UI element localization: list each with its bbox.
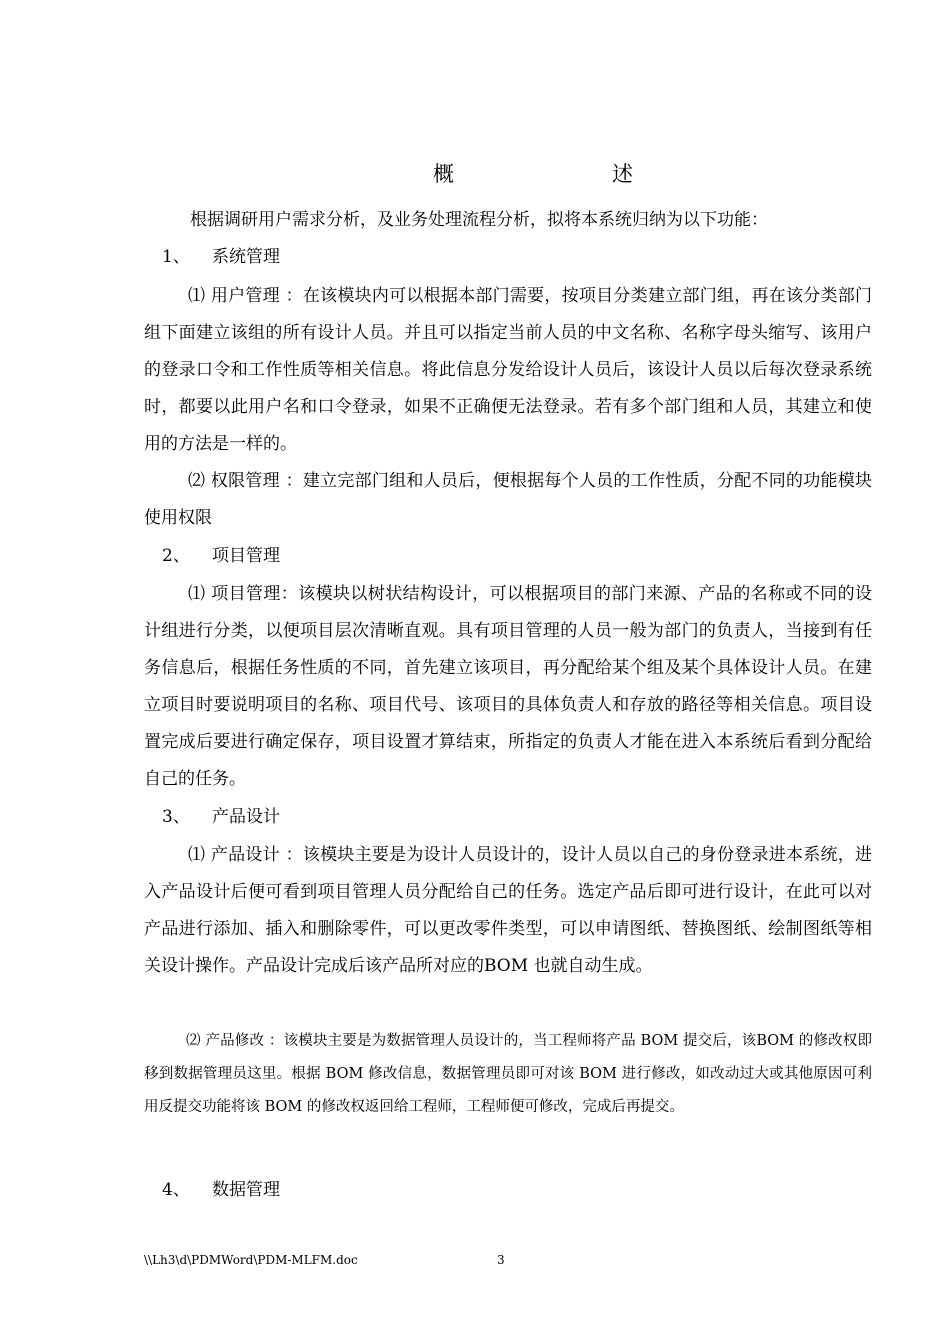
paragraph-permission-management: ⑵ 权限管理 ：建立完部门组和人员后，便根据每个人员的工作性质，分配不同的功能模块使用权限 (144, 471, 872, 528)
section-number: 2、 (162, 546, 190, 566)
section-number: 4、 (162, 1180, 190, 1200)
section-heading-product-design (162, 803, 280, 831)
section-title: 系统管理 (212, 247, 280, 267)
title-char-1: 概 (433, 162, 454, 186)
section-number: 3、 (162, 807, 190, 827)
footer-file-path: \\Lh3\d\PDMWord\PDM-MLFM.doc (144, 1253, 358, 1267)
section-title: 数据管理 (212, 1180, 280, 1200)
section-number: 1、 (162, 247, 190, 267)
paragraph-product-design: ⑴ 产品设计 ：该模块主要是为设计人员设计的，设计人员以自己的身份登录进本系统，进入产品设计后便可看到项目管理人员分配给自己的任务。选定产品后即可进行设计，在此可以对产品进行添加、插入和删除零件，可以更改零件类型，可以申请图纸、替换图纸、绘制图纸等相关设计操作。产品设计完成后该产品所对应的BOM 也就自动生成。 (144, 845, 872, 976)
section-heading-data-management (162, 1176, 280, 1204)
intro-paragraph: 根据调研用户需求分析，及业务处理流程分析，拟将本系统归纳为以下功能： (190, 210, 768, 230)
section-title: 产品设计 (212, 807, 280, 827)
section-heading-system-management (162, 243, 280, 271)
footer-page-number: 3 (497, 1253, 505, 1267)
section-heading-project-management (162, 542, 280, 570)
section-title: 项目管理 (212, 546, 280, 566)
paragraph-product-modification: ⑵ 产品修改 ：该模块主要是为数据管理人员设计的，当工程师将产品 BOM 提交后，该BOM 的修改权即移到数据管理员这里。根据 BOM 修改信息，数据管理员即可对该 BOM 进行修改，如改动过大或其他原因可利用反提交功能将该 BOM 的修改权返回给工程师，工程师便可修改，完成后再提交。 (144, 1033, 872, 1115)
paragraph-user-management: ⑴ 用户管理 ：在该模块内可以根据本部门需要，按项目分类建立部门组，再在该分类部门组下面建立该组的所有设计人员。并且可以指定当前人员的中文名称、名称字母头缩写、该用户的登录口令和工作性质等相关信息。将此信息分发给设计人员后，该设计人员以后每次登录系统时，都要以此用户名和口令登录，如果不正确便无法登录。若有多个部门组和人员，其建立和使用的方法是一样的。 (144, 286, 872, 454)
page-title (0, 158, 950, 190)
paragraph-project-management: ⑴ 项目管理：该模块以树状结构设计，可以根据项目的部门来源、产品的名称或不同的设计组进行分类，以便项目层次清晰直观。具有项目管理的人员一般为部门的负责人，当接到有任务信息后，根据任务性质的不同，首先建立该项目，再分配给某个组及某个具体设计人员。在建立项目时要说明项目的名称、项目代号、该项目的具体负责人和存放的路径等相关信息。项目设置完成后要进行确定保存，项目设置才算结束，所指定的负责人才能在进入本系统后看到分配给自己的任务。 (144, 584, 872, 789)
title-char-2: 述 (612, 162, 633, 186)
